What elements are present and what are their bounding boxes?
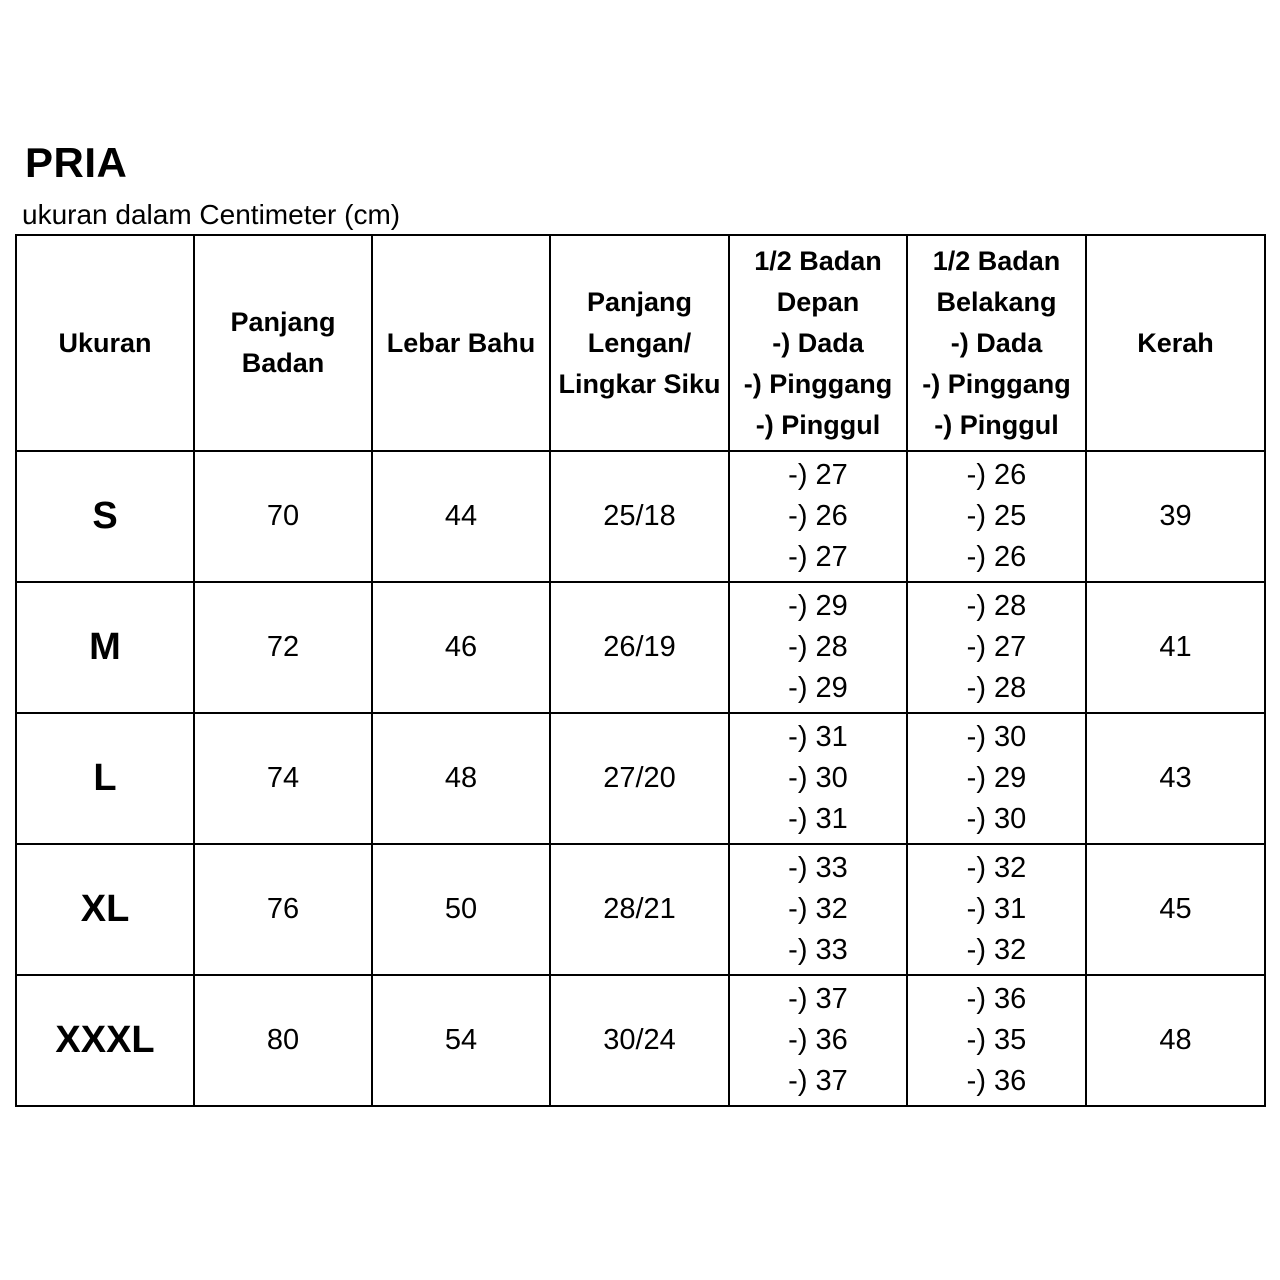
size-cell: M xyxy=(16,582,194,713)
kerah-cell: 43 xyxy=(1086,713,1265,844)
pinggang-value: -) 29 xyxy=(966,762,1027,794)
header-line: -) Dada xyxy=(950,327,1043,358)
dada-value: -) 26 xyxy=(966,459,1027,491)
header-badan-belakang xyxy=(907,235,1086,451)
header-line: Depan xyxy=(776,286,860,317)
panjang-badan-cell: 80 xyxy=(194,975,372,1106)
panjang-badan-cell: 76 xyxy=(194,844,372,975)
dada-value: -) 31 xyxy=(788,721,848,753)
lebar-bahu-cell: 44 xyxy=(372,451,550,582)
header-row xyxy=(16,235,1265,451)
badan-belakang-cell xyxy=(907,975,1086,1106)
pinggang-value: -) 28 xyxy=(788,631,848,663)
lengan-cell: 25/18 xyxy=(550,451,729,582)
pinggang-value: -) 26 xyxy=(788,500,848,532)
badan-belakang-cell xyxy=(907,844,1086,975)
size-cell: XXXL xyxy=(16,975,194,1106)
dada-value: -) 30 xyxy=(966,721,1027,753)
pinggang-value: -) 36 xyxy=(788,1024,848,1056)
badan-belakang-cell xyxy=(907,451,1086,582)
header-line: -) Dada xyxy=(772,327,864,358)
table-row xyxy=(16,451,1265,582)
pinggang-value: -) 32 xyxy=(788,893,848,925)
header-line: Belakang xyxy=(936,286,1057,317)
pinggul-value: -) 30 xyxy=(966,803,1027,835)
header-badan-depan xyxy=(729,235,907,451)
header-kerah xyxy=(1086,235,1265,451)
size-cell: S xyxy=(16,451,194,582)
header-line: -) Pinggang xyxy=(922,368,1071,399)
dada-value: -) 27 xyxy=(788,459,848,491)
badan-belakang-cell xyxy=(907,582,1086,713)
kerah-cell: 45 xyxy=(1086,844,1265,975)
lengan-cell: 28/21 xyxy=(550,844,729,975)
lebar-bahu-cell: 50 xyxy=(372,844,550,975)
pinggang-value: -) 25 xyxy=(966,500,1027,532)
badan-belakang-cell xyxy=(907,713,1086,844)
dada-value: -) 29 xyxy=(788,590,848,622)
lengan-cell: 27/20 xyxy=(550,713,729,844)
table-row xyxy=(16,582,1265,713)
header-line: Lingkar Siku xyxy=(558,368,721,399)
kerah-cell: 48 xyxy=(1086,975,1265,1106)
header-line: Ukuran xyxy=(58,327,152,358)
lebar-bahu-cell: 48 xyxy=(372,713,550,844)
badan-depan-cell xyxy=(729,713,907,844)
pinggul-value: -) 27 xyxy=(788,541,848,573)
pinggul-value: -) 26 xyxy=(966,541,1027,573)
header-line: Lengan/ xyxy=(587,327,692,358)
pinggang-value: -) 27 xyxy=(966,631,1027,663)
kerah-cell: 39 xyxy=(1086,451,1265,582)
badan-depan-cell xyxy=(729,582,907,713)
pinggul-value: -) 37 xyxy=(788,1065,848,1097)
kerah-cell: 41 xyxy=(1086,582,1265,713)
table-row xyxy=(16,713,1265,844)
header-line: -) Pinggang xyxy=(743,368,893,399)
panjang-badan-cell: 74 xyxy=(194,713,372,844)
header-line: Lebar Bahu xyxy=(386,327,536,358)
panjang-badan-cell: 72 xyxy=(194,582,372,713)
pinggang-value: -) 35 xyxy=(966,1024,1027,1056)
dada-value: -) 28 xyxy=(966,590,1027,622)
lebar-bahu-cell: 46 xyxy=(372,582,550,713)
pinggul-value: -) 36 xyxy=(966,1065,1027,1097)
size-cell: XL xyxy=(16,844,194,975)
pinggang-value: -) 30 xyxy=(788,762,848,794)
size-chart-table xyxy=(15,234,1266,1107)
header-line: -) Pinggul xyxy=(934,409,1059,440)
header-panjang-badan xyxy=(194,235,372,451)
header-line: 1/2 Badan xyxy=(932,245,1061,276)
header-lebar-bahu xyxy=(372,235,550,451)
header-line: Panjang xyxy=(230,307,336,337)
header-panjang-lengan xyxy=(550,235,729,451)
lengan-cell: 26/19 xyxy=(550,582,729,713)
pinggul-value: -) 32 xyxy=(966,934,1027,966)
page-title: PRIA xyxy=(25,139,128,186)
pinggang-value: -) 31 xyxy=(966,893,1027,925)
header-line: Panjang xyxy=(586,286,693,317)
header-line: Kerah xyxy=(1137,327,1214,358)
header-line: -) Pinggul xyxy=(755,409,881,440)
dada-value: -) 33 xyxy=(788,852,848,884)
pinggul-value: -) 29 xyxy=(788,672,848,704)
pinggul-value: -) 31 xyxy=(788,803,848,835)
lengan-cell: 30/24 xyxy=(550,975,729,1106)
table-row xyxy=(16,844,1265,975)
pinggul-value: -) 28 xyxy=(966,672,1027,704)
table-row xyxy=(16,975,1265,1106)
panjang-badan-cell: 70 xyxy=(194,451,372,582)
badan-depan-cell xyxy=(729,844,907,975)
header-ukuran xyxy=(16,235,194,451)
unit-note: ukuran dalam Centimeter (cm) xyxy=(22,199,401,230)
dada-value: -) 37 xyxy=(788,983,848,1015)
size-cell: L xyxy=(16,713,194,844)
badan-depan-cell xyxy=(729,975,907,1106)
dada-value: -) 36 xyxy=(966,983,1027,1015)
dada-value: -) 32 xyxy=(966,852,1027,884)
lebar-bahu-cell: 54 xyxy=(372,975,550,1106)
header-line: 1/2 Badan xyxy=(754,245,882,276)
header-line: Badan xyxy=(241,348,325,378)
pinggul-value: -) 33 xyxy=(788,934,848,966)
badan-depan-cell xyxy=(729,451,907,582)
